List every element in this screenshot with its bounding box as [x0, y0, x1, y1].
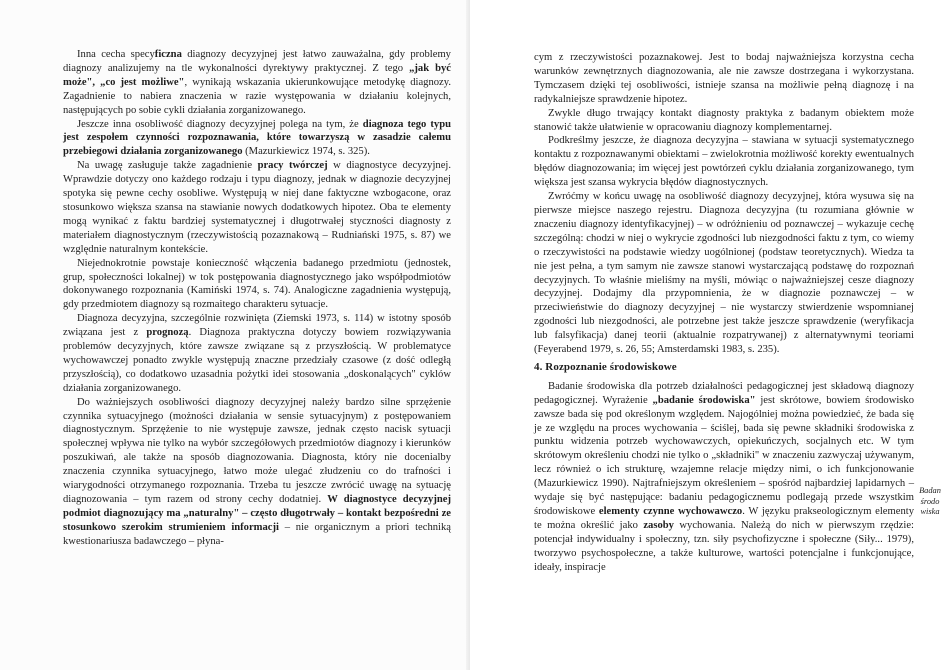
- bold-run: pracy twórczej: [257, 160, 328, 172]
- left-paragraph-3: [63, 159, 451, 256]
- text-run: wychowania. Należą do nich w pierwszym rzędzie: potencjał indywidualny i społeczny, tzn. siły psychofizyczne i społeczne (Siły... 1979), tworzywo psychospołeczne, a także kulturowe, wartości potencjalne i funkcjonujące, ideały, inspiracje: [534, 519, 914, 573]
- right-paragraph-5: [534, 380, 914, 575]
- left-page-text-column: [63, 48, 451, 549]
- text-run: Do ważniejszych osobliwości diagnozy decyzyjnej należy bardzo silne sprzężenie czynnika sytuacyjnego (możności działania w sensie sytuacyjnym) z postępowaniem diagnostycznym. Sprzężenie to nie występuje zawsze, jednak często nacisk sytuacji społecznej wpływa nie tylko na wybór szczegółowych przedmiotów diagnozy i kierunków poszukiwań, ale także na sposób diagnozowania. Diagnosta, który nie docenialby znaczenia czynnika sytuacyjnego, łatwo może ulegać złudzeniu co do trafności i wiarygodności otrzymanego rozpoznania. Trzeba tu jeszcze zwrócić uwagę na sytuację diagnozowania – tym razem od strony cechy dodatniej.: [63, 396, 451, 505]
- left-paragraph-5: [63, 312, 451, 395]
- bold-run: ficzna: [154, 49, 182, 60]
- right-paragraph-1: cym z rzeczywistości pozaznakowej. Jest to bodaj najważniejsza korzystna cecha warunków zewnętrznych diagnozowania, ale nie zawsze dostrzegana i wykorzystana. Tymczasem dzięki tej osobliwości, istnieje szansa na możliwie pełną diagnozę i na radykalniejsze sprawdzenie hipotez.: [534, 52, 914, 105]
- left-paragraph-6: [63, 396, 451, 549]
- section-heading: 4. Rozpoznanie środowiskowe: [534, 360, 677, 373]
- margin-note-line: Badan: [919, 486, 941, 495]
- right-page-text-column: [534, 51, 914, 575]
- text-run: Jeszcze inna osobliwość diagnozy decyzyjnej polega na tym, że: [77, 118, 363, 130]
- text-run: (Mazurkiewicz 1974, s. 325).: [242, 146, 370, 158]
- left-paragraph-1: [63, 48, 451, 118]
- bold-run: W diagnostyce decyzyjnej podmiot diagnozujący ma „naturalny" – często długotrwały – kontakt bezpośredni ze stosunkowo szerokim strumieniem informacji: [63, 494, 451, 533]
- margin-note-line: wiska: [920, 507, 940, 516]
- bold-run: elementy czynne wychowawczo: [598, 506, 743, 517]
- bold-run: prognozą: [146, 327, 189, 339]
- text-run: w diagnostyce decyzyjnej. Wprawdzie dotyczy ono każdego rodzaju i typu diagnozy, jednak w diagnozie decyzyjnej spotyka się pewne cechy osobliwe. Występują w niej dane faktyczne wzbogacone, oraz stosunkowo większa szansa na stawianie nowych dodatkowych hipotez. Oba te elementy mogą wynikać z faktu bardziej systematycznej i długotrwałej styczności diagnosty z materiałem diagnostycznym (rzeczywistością pozaznakową – Rudniański 1975, s. 87) we względnie naturalnym kontekście.: [63, 160, 451, 255]
- bold-run: diagnoza tego typu jest zespołem czynności rozpoznawania, które towarzyszą w zasadzie całemu przebiegowi działania zorganizowanego: [63, 118, 451, 158]
- text-run: diagnozy decyzyjnej jest łatwo zauważalna, gdy problemy diagnozy analizujemy na tle wykonalności dyrektywy praktycznej. Z tego: [63, 49, 451, 74]
- text-run: Na uwagę zasługuje także zagadnienie: [77, 160, 258, 172]
- text-run: Badanie środowiska dla potrzeb działalności pedagogicznej jest składową diagnozy pedagogicznej. Wyrażenie: [534, 380, 914, 406]
- bold-run: zasoby: [643, 519, 674, 531]
- left-paragraph-4: Niejednokrotnie powstaje konieczność włączenia badanego przedmiotu (jednostek, grup, społeczności lokalnej) w tok postępowania diagnostycznego jako współpodmiotów dokonywanego rozpoznania (Kamiński 1974, s. 74). Analogiczne zagadnienia występują, gdy przedmiotem diagnozy są rozmaitego charakteru sytuacje.: [63, 257, 451, 311]
- right-paragraph-3: Podkreślmy jeszcze, że diagnoza decyzyjna – stawiana w sytuacji systematycznego kontaktu z rozpoznawanymi obiektami – zwielokrotnia możliwość korekty ewentualnych błędów diagnozowania; im więcej jest powtórzeń cyklu działania zorganizowanego, tym większa jest szansa wykrycia błędów diagnostycznych.: [534, 135, 914, 189]
- margin-note: [915, 486, 945, 518]
- text-run: jest skrótowe, bowiem środowisko zawsze bada się pod określonym względem. Najogólniej można powiedzieć, że bada się je ze względu na proces wychowania – ściślej, bada się pewne składniki środowiska z punktu widzenia potrzeb wychowawczych, opiekuńczych, socjalnych etc. W tym skrótowym określeniu chodzi nie tylko o „składniki" w znaczeniu zazwyczaj używanym, lecz również o ich strukturę, wzajemne relacje między nimi, o ich funkcjonowanie (Mazurkiewicz 1990). Najtrafniejszym określeniem – spośród najbardziej lapidarnych – wydaje się być następujące: badaniu pedagogicznemu podlegają przede wszystkim środowiskowe: [534, 394, 915, 517]
- margin-note-line: środo: [920, 496, 940, 506]
- bold-run: „jak być może", „co jest możliwe": [63, 62, 451, 88]
- right-paragraph-2: Zwykle długo trwający kontakt diagnosty praktyka z badanym obiektem może stanowić także ułatwienie w opracowaniu diagnozy komplementarnej.: [534, 107, 914, 133]
- text-run: – nie organicznym a priori techniką kwestionariusza badawczego – płyna-: [63, 521, 451, 547]
- right-page: [470, 0, 947, 670]
- right-paragraph-4: Zwróćmy w końcu uwagę na osobliwość diagnozy decyzyjnej, która wysuwa się na pierwsze miejsce naszego rejestru. Diagnoza decyzyjna (tu rozumiana głównie w znaczeniu diagnozy identyfikacyjnej) – w odróżnieniu od poznawczej – wykazuje cechę szczególną: chodzi w niej o wykrycie zgodności lub niezgodności faktu z tym, co wiemy o rzeczywistości na podstawie wiedzy uogólnionej (podstaw teoretycznych). Wiedza ta nie jest pełna, a tym samym nie zawsze stanowi wystarczającą podstawę do rozpoznań decyzyjnych. To właśnie mieliśmy na myśli, mówiąc o najważniejszej cesze diagnozy decyzyjnej. Dodajmy dla przypomnienia, że w diagnozie poznawczej – w przeciwieństwie do diagnozy decyzyjnej – nie wystarczy stwierdzenie wspomnianej zgodności lub niezgodności, ale potrzebne jest także jeszcze sprawdzenie (weryfikacja lub falsyfikacja) danej teorii (aktualnie rozpatrywanej) z alternatywnymi teoriami (Feyerabend 1979, s. 26, 55; Amsterdamski 1983, s. 235).: [534, 191, 914, 356]
- left-paragraph-2: [63, 118, 451, 160]
- text-run: Inna cecha specy: [77, 49, 155, 60]
- text-run: Diagnoza decyzyjna, szczególnie rozwinięta (Ziemski 1973, s. 114) w istotny sposób związana jest z: [63, 313, 451, 339]
- text-run: . Diagnoza praktyczna dotyczy bowiem rozwiązywania problemów decyzyjnych, które zawsze związane są z przyszłością. W problematyce wychowawczej ponadto zwykle występują znaczne przedziały czasowe (z dość odległą przyszłością), co dodatkowo uzasadnia pożytki idei stosowania „doskonalących" cyklów działania zorganizowanego.: [63, 327, 452, 394]
- bold-run: „badanie środowiska": [652, 394, 756, 406]
- left-page: [0, 0, 470, 670]
- text-run: , wynikają wskazania ukierunkowujące metodykę diagnozy. Zagadnienie to nabiera znaczenia w razie występowania w działaniu kolejnych, następujących po sobie cykli działania zorganizowanego.: [63, 76, 452, 116]
- text-run: . W języku prakseologicznym elementy te można określić jako: [534, 506, 914, 531]
